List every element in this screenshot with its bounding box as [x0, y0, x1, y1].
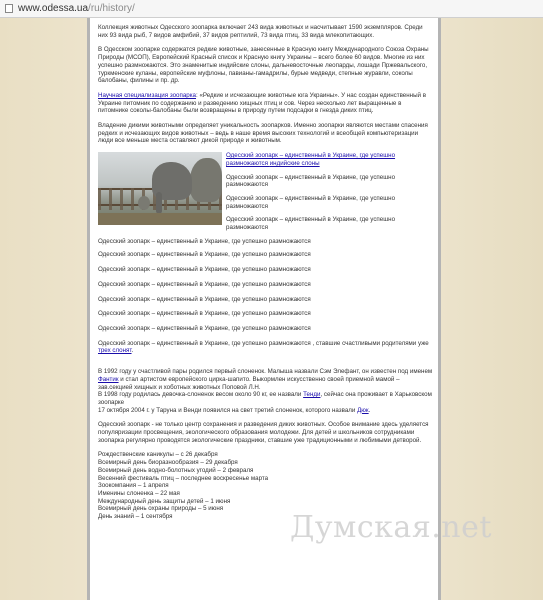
birth-3-b: . — [368, 406, 371, 414]
repeat-line-7-end: . — [131, 347, 134, 355]
repeat-line-7 — [98, 340, 433, 355]
link-dyuk[interactable]: Дюк — [357, 406, 369, 414]
repeat-line-2: Одесский зоопарк – единственный в Украине, где успешно размножаются — [98, 266, 311, 274]
link-specialization[interactable]: Научная специализация зоопарка — [98, 91, 196, 99]
link-three-elephants[interactable]: трех слонят — [98, 347, 132, 355]
elephant-line-5: Одесский зоопарк – единственный в Украине, где успешно размножаются — [98, 237, 311, 245]
url-text[interactable] — [18, 3, 135, 14]
birth-2-a: В 1998 году родилась девочка-слоненок весом около 90 кг, ее назвали — [98, 391, 304, 399]
event-item: Рождественские каникулы – с 26 декабря — [98, 451, 218, 459]
event-item: Международный день защиты детей – 1 июня — [98, 497, 231, 505]
birth-3 — [98, 407, 370, 414]
birth-2 — [98, 391, 432, 406]
event-item: Весенний фестиваль птиц – последнее воскресенье марта — [98, 474, 269, 482]
birth-1 — [98, 368, 432, 390]
repeat-line-5: Одесский зоопарк – единственный в Украине, где успешно размножаются — [98, 310, 311, 318]
paragraph-education: Одесский зоопарк - не только центр сохранения и разведения диких животных. Особое внимание здесь уделяется популяризации просвещения, экологического образования молодежи. Для детей и школьников сотрудниками зоопарка регулярно проводятся экологические праздники, ставшие уже традиционными и любимыми детворой. — [98, 421, 429, 444]
url-path: /ru/history/ — [88, 3, 135, 14]
link-fantik[interactable]: Фантик — [98, 375, 119, 383]
link-tendi[interactable]: Тенди — [303, 391, 321, 399]
paragraph-rare-animals: В Одесском зоопарке содержатся редкие животные, занесенные в Красную книгу Международного Союза Охраны Природы (МСОП), Европейский Красный список и Красную книгу Украины – всего более 60 видов. Многие из них успешно размножаются. Это знаменитые индийские слоны, дальневосточные леопарды, лошади Пржевальского, туркменские куланы, европейские муфлоны, павианы-гамадрилы, бурые медведи, степные журавли, соколы балобаны, филины и пр. др. — [98, 46, 429, 85]
birth-1-b: и стал артистом европейского цирка-шапито. Выкормлен искусственно своей приемной мамой – зав.секцией хищных и хоботных животных Поповой Л.Н. — [98, 375, 400, 391]
elephant-block — [98, 152, 433, 245]
elephants-photo — [98, 152, 222, 225]
elephant-line-2: Одесский зоопарк – единственный в Украине, где успешно размножаются — [226, 173, 396, 189]
browser-address-bar[interactable] — [0, 0, 543, 18]
elephant-line-3: Одесский зоопарк – единственный в Украине, где успешно размножаются — [226, 194, 396, 210]
paragraph-specialization — [98, 92, 433, 115]
event-item: Всемирный день водно-болотных угодий – 2 февраля — [98, 466, 254, 474]
paragraph-collection: Коллекция животных Одесского зоопарка включает 243 вида животных и насчитывает 1590 экземпляров. Среди них 93 вида рыб, 7 видов амфибий, 37 видов рептилий, 73 вида птиц, 33 вида млекопитающих. — [98, 24, 423, 39]
link-indian-elephants[interactable]: индийские слоны — [269, 159, 320, 167]
event-item: Именины слоненка – 22 мая — [98, 489, 180, 497]
watermark-logo: Думская.net — [290, 510, 492, 545]
paragraph-births — [98, 368, 433, 414]
event-item: Всемирный день биоразнообразия – 29 декабря — [98, 459, 238, 467]
elephant-line-4: Одесский зоопарк – единственный в Украине, где успешно размножаются — [226, 216, 396, 232]
birth-3-a: 17 октября 2004 г. у Таруна и Венди появился на свет третий слоненок, которого назвали — [98, 406, 358, 414]
event-item: Всемирный день охраны природы – 5 июня — [98, 505, 224, 513]
repeat-line-7-text: Одесский зоопарк – единственный в Украине, где успешно размножаются , ставшие счастливыми родителями уже — [98, 339, 429, 347]
birth-2-b: , сейчас она проживает в Харьковском зоопарке — [98, 391, 432, 406]
url-host: www.odessa.ua — [18, 3, 89, 14]
repeat-line-4: Одесский зоопарк – единственный в Украине, где успешно размножаются — [98, 295, 311, 303]
page-icon — [5, 4, 13, 13]
event-item: Зоокомпания – 1 апреля — [98, 482, 169, 490]
repeat-line-6: Одесский зоопарк – единственный в Украине, где успешно размножаются — [98, 324, 311, 332]
specialization-text: : «Редкие и исчезающие животные юга Украины». У нас создан единственный в Украине питомник по содержанию и разведению хищных птиц и сов. Через несколько лет выращенные в питомнике соколы-балобаны были возвращены в природу путем подсадки в гнезда диких птиц. — [98, 91, 426, 115]
repeat-line-1: Одесский зоопарк – единственный в Украине, где успешно размножаются — [98, 251, 311, 259]
birth-1-a: В 1992 году у счастливой пары родился первый слоненок. Малыша назвали Сэм Элефант, он известен под именем — [98, 368, 433, 376]
link-elephants-a[interactable]: Одесский зоопарк – единственный в Украине, где успешно размножаются — [226, 152, 396, 167]
paragraph-ownership: Владение дикими животными определяет уникальность зоопарков. Именно зоопарки являются местами спасения редких и исчезающих видов животных – ведь в наше время высоких технологий и всеобщей компьютеризации люди все меньше места оставляют дикой природе и животным. — [98, 122, 428, 145]
repeat-line-3: Одесский зоопарк – единственный в Украине, где успешно размножаются — [98, 280, 311, 288]
event-item: День знаний – 1 сентября — [98, 513, 173, 521]
